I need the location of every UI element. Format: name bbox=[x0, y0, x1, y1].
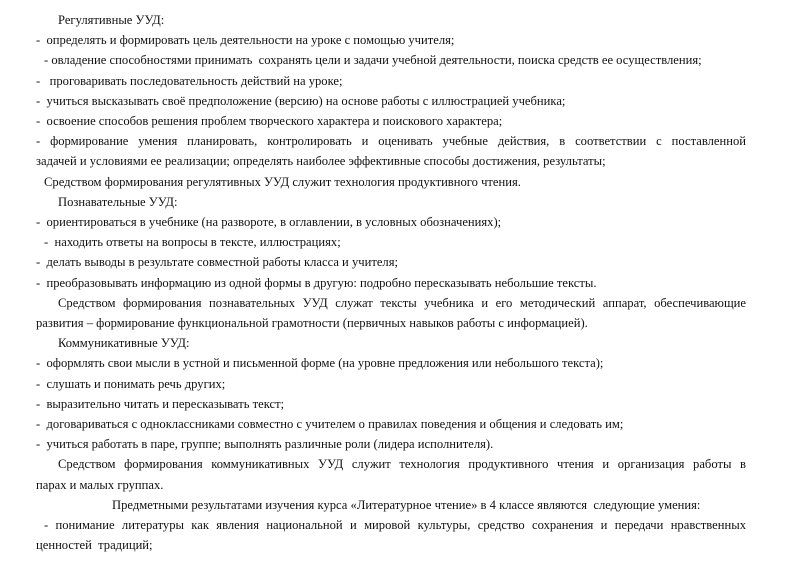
paragraph-line: задачей и условиями ее реализации; определять наиболее эффективные способы достижения, результаты; bbox=[36, 154, 606, 169]
paragraph-line: Средством формирования коммуникативных УУД служит технология продуктивного чтения и организация работы в bbox=[58, 457, 746, 472]
list-item: - преобразовывать информацию из одной формы в другую: подробно пересказывать небольшие тексты. bbox=[36, 275, 597, 290]
list-item: - делать выводы в результате совместной работы класса и учителя; bbox=[36, 255, 398, 270]
list-item: - выразительно читать и пересказывать текст; bbox=[36, 396, 285, 411]
list-item: - оформлять свои мысли в устной и письменной форме (на уровне предложения или небольшого текста); bbox=[36, 356, 604, 371]
list-item: - освоение способов решения проблем творческого характера и поискового характера; bbox=[36, 114, 503, 128]
paragraph-line: парах и малых группах. bbox=[36, 477, 164, 492]
paragraph-line: Предметными результатами изучения курса «Литературное чтение» в 4 классе являются следующие умения: bbox=[112, 497, 701, 512]
heading-cognitive: Познавательные УУД: bbox=[58, 194, 178, 209]
heading-regulative: Регулятивные УУД: bbox=[58, 13, 165, 27]
list-item: - договариваться с одноклассниками совместно с учителем о правилах поведения и общения и следовать им; bbox=[36, 417, 624, 431]
list-item: - определять и формировать цель деятельности на уроке с помощью учителя; bbox=[36, 33, 455, 48]
paragraph-line: - понимание литературы как явления национальной и мировой культуры, средство сохранения и передачи нравственных bbox=[44, 518, 746, 532]
list-item: - учиться работать в паре, группе; выполнять различные роли (лидера исполнителя). bbox=[36, 437, 494, 452]
list-item: - учиться высказывать своё предположение (версию) на основе работы с иллюстрацией учебника; bbox=[36, 93, 566, 108]
paragraph-line: ценностей традиций; bbox=[36, 538, 153, 553]
list-item: - слушать и понимать речь других; bbox=[36, 376, 226, 391]
heading-communicative: Коммуникативные УУД: bbox=[58, 336, 190, 351]
list-item: - находить ответы на вопросы в тексте, иллюстрациях; bbox=[44, 235, 341, 250]
list-item: - проговаривать последовательность действий на уроке; bbox=[36, 73, 343, 88]
paragraph-line: развития – формирование функциональной грамотности (первичных навыков работы с информацией). bbox=[36, 316, 588, 330]
list-item: - ориентироваться в учебнике (на развороте, в оглавлении, в условных обозначениях); bbox=[36, 215, 502, 229]
paragraph-line: Средством формирования познавательных УУД служат тексты учебника и его методический аппарат, обеспечивающие bbox=[58, 295, 746, 310]
list-item: - формирование умения планировать, контролировать и оценивать учебные действия, в соответствии с поставленной bbox=[36, 134, 746, 149]
list-item: - овладение способностями принимать сохранять цели и задачи учебной деятельности, поиска средств ее осуществления; bbox=[44, 53, 702, 68]
paragraph-line: Средством формирования регулятивных УУД служит технология продуктивного чтения. bbox=[44, 174, 521, 189]
